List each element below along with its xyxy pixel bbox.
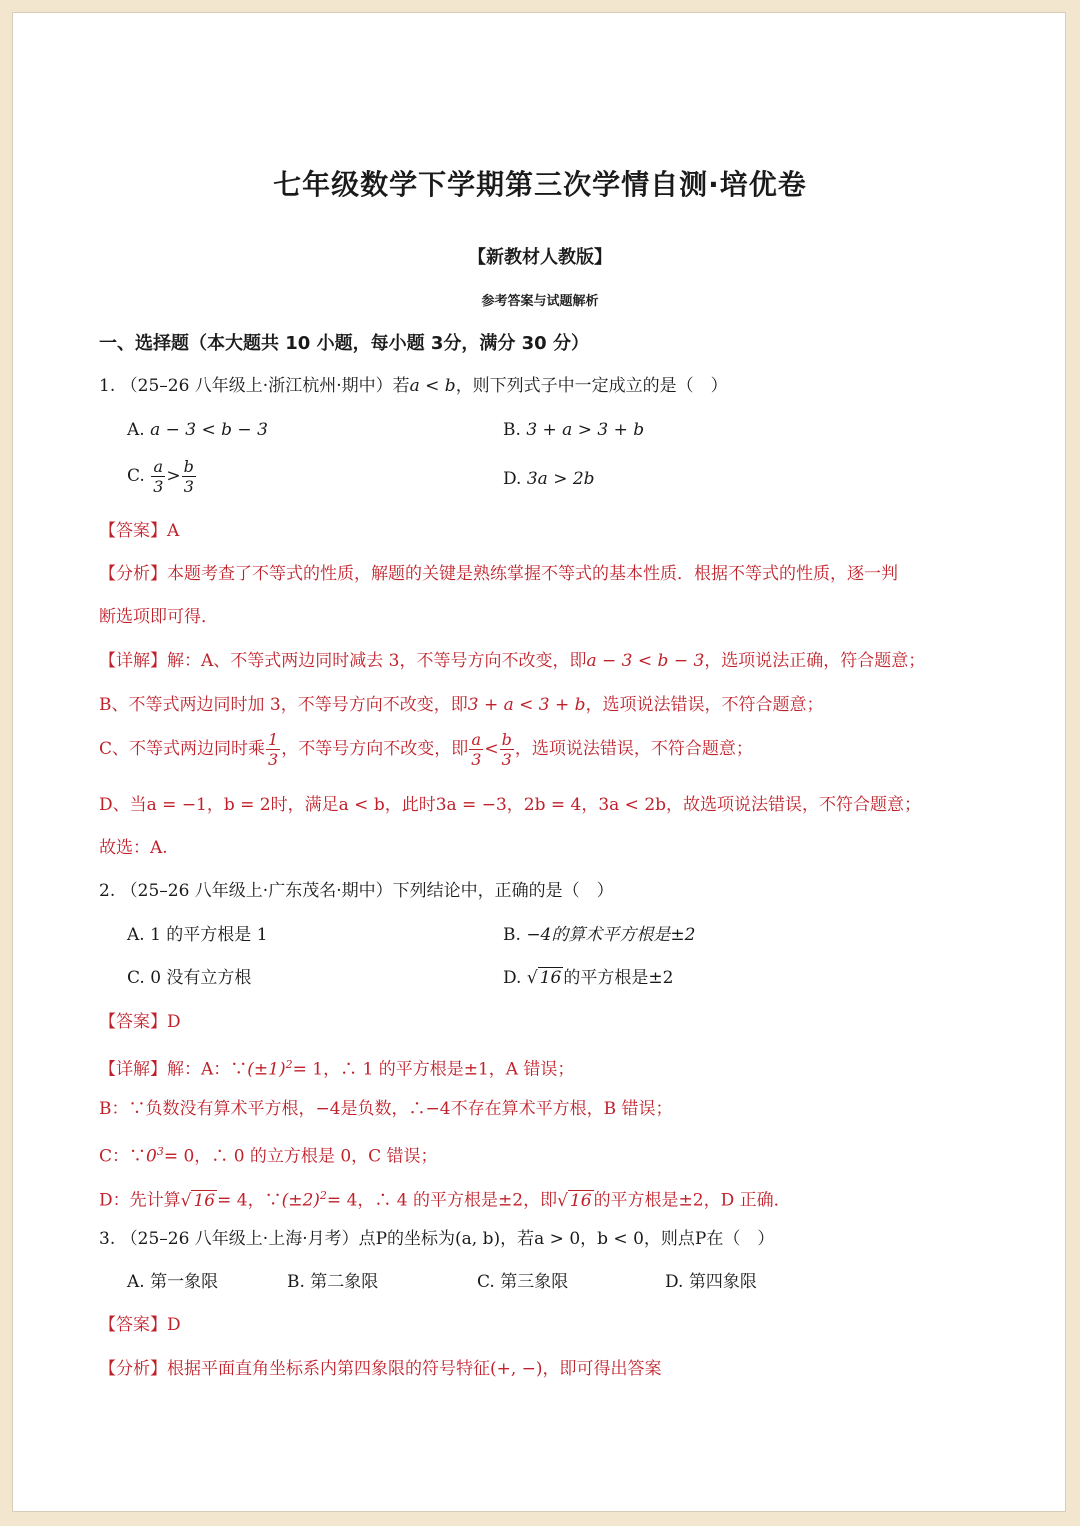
option-label: B. — [503, 420, 521, 440]
question-2-detail-b: B：∵负数没有算术平方根，−4是负数，∴−4不存在算术平方根，B 错误； — [99, 1099, 673, 1119]
edition-label: 【新教材人教版】 — [468, 247, 612, 268]
question-1-option-a — [127, 417, 268, 443]
question-2-detail-d: D：先计算√ 16 = 4，$\because(\pm 2)^2= 4$，∴ 4 的平方根是±2，即√ 16 的平方根是±2，D 正确． — [99, 1189, 791, 1211]
operator: > — [166, 466, 181, 486]
answer-subtitle: 参考答案与试题解析 — [481, 294, 599, 309]
question-1-option-b — [503, 417, 644, 443]
question-1-option-d — [503, 466, 595, 492]
question-2-stem: 2. （25–26 八年级上·广东茂名·期中）下列结论中，正确的是（ ） — [99, 881, 614, 901]
question-1-detail-c: C、不等式两边同时乘 $\frac{1}{3}$ ，不等号方向不改变，即 $\frac{a}{3}$ < $\frac{b}{3}$ ，选项说法错误，不符合题意； — [99, 730, 753, 769]
question-2-option-a: A. 1 的平方根是 1 — [127, 925, 268, 945]
section-heading: 一、选择题（本大题共 10 小题，每小题 3分，满分 30 分） — [99, 333, 589, 354]
question-2-option-d: D. √ 16 的平方根是±2 — [503, 965, 673, 991]
fraction: $\frac{b}{3}$ — [183, 457, 194, 496]
question-1-answer: 【答案】A — [99, 521, 180, 541]
question-3-option-c: C. 第三象限 — [477, 1272, 569, 1292]
sqrt-symbol: √ 16 — [526, 968, 562, 988]
question-1-conclusion: 故选：A. — [99, 838, 168, 858]
question-1-option-c — [127, 457, 197, 496]
question-3-option-a: A. 第一象限 — [127, 1272, 219, 1292]
option-math: 3 + a > 3 + b — [526, 420, 645, 440]
question-1-stem — [99, 373, 728, 399]
question-2-answer: 【答案】D — [99, 1012, 181, 1032]
option-math: 3a > 2b — [526, 469, 595, 489]
option-label: A. — [127, 420, 145, 440]
option-math: a − 3 < b − 3 — [150, 420, 268, 440]
question-1-detail-d: D、当a = −1，b = 2时，满足a < b，此时3a = −3，2b = 4，3a < 2b，故选项说法错误，不符合题意； — [99, 795, 922, 815]
question-3-answer: 【答案】D — [99, 1315, 181, 1335]
option-label: C. — [127, 466, 145, 486]
document-page — [12, 12, 1066, 1512]
question-3-option-d: D. 第四象限 — [665, 1272, 757, 1292]
stem-text-end: ，则下列式子中一定成立的是（ ） — [455, 376, 728, 396]
question-2-detail-c: C：$\because 0^3= 0$，∴ 0 的立方根是 0，C 错误； — [99, 1145, 438, 1167]
question-2-option-c: C. 0 没有立方根 — [127, 968, 252, 988]
question-1-analysis-cont: 断选项即可得． — [99, 607, 218, 627]
stem-text: 1. （25–26 八年级上·浙江杭州·期中）若 — [99, 376, 410, 396]
question-1-detail-a: 【详解】解：A、不等式两边同时减去 3，不等号方向不改变，即a − 3 < b − 3，选项说法正确，符合题意； — [99, 651, 926, 671]
fraction: $\frac{a}{3}$ — [153, 457, 164, 496]
question-2-detail-a: 【详解】解：A：$\because(\pm 1)^2= 1$，∴ 1 的平方根是±1，A 错误； — [99, 1058, 575, 1080]
stem-math: a < b — [409, 376, 456, 396]
question-1-analysis: 【分析】本题考查了不等式的性质，解题的关键是熟练掌握不等式的基本性质．根据不等式的性质，逐一判 — [99, 564, 898, 584]
option-label: D. — [503, 469, 522, 489]
document-title: 七年级数学下学期第三次学情自测·培优卷 — [273, 168, 807, 201]
question-3-stem: 3. （25–26 八年级上·上海·月考）点P的坐标为(a, b)，若a > 0，b < 0，则点P在（ ） — [99, 1229, 775, 1249]
question-3-analysis: 【分析】根据平面直角坐标系内第四象限的符号特征(+, −)，即可得出答案 — [99, 1359, 662, 1379]
question-1-detail-b: B、不等式两边同时加 3，不等号方向不改变，即3 + a < 3 + b，选项说法错误，不符合题意； — [99, 695, 824, 715]
question-3-option-b: B. 第二象限 — [287, 1272, 379, 1292]
question-2-option-b: B. −4的算术平方根是±2 — [503, 925, 696, 945]
